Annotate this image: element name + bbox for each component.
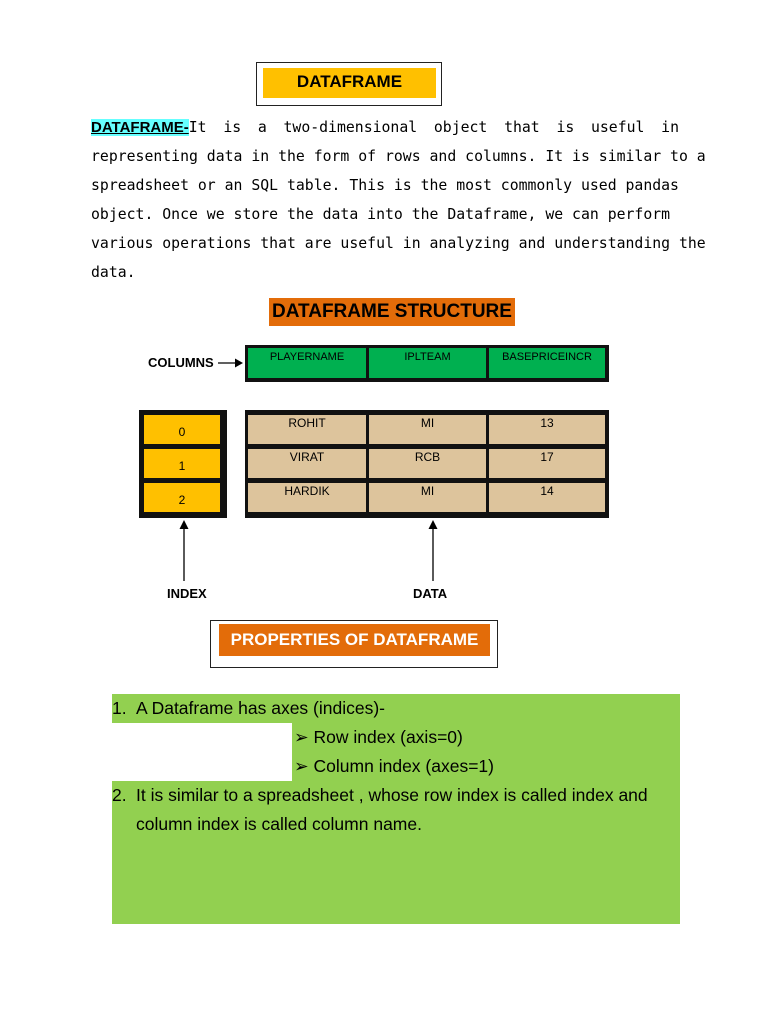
properties-heading: PROPERTIES OF DATAFRAME (219, 624, 490, 656)
data-cell: ROHIT (248, 415, 366, 444)
index-cell: 2 (144, 483, 220, 512)
arrow-bullet-icon: ➢ (294, 727, 309, 747)
properties-list (112, 694, 682, 839)
index-cell: 1 (144, 449, 220, 478)
sub-list-item (112, 752, 682, 781)
data-cell: 13 (489, 415, 605, 444)
sub-list-item-text: Row index (axis=0) (313, 727, 463, 747)
data-cell: MI (369, 415, 486, 444)
intro-term: DATAFRAME- (91, 119, 189, 136)
list-item-continuation: column index is called column name. (136, 814, 422, 834)
arrow-bullet-icon: ➢ (294, 756, 309, 776)
intro-line-1 (91, 113, 679, 142)
index-column (139, 410, 227, 518)
intro-paragraph (91, 113, 706, 287)
intro-line-6: data. (91, 264, 136, 281)
sub-list-item (112, 723, 682, 752)
list-number: 2. (112, 785, 127, 805)
up-arrow-icon (177, 519, 191, 581)
list-item (112, 781, 682, 810)
page-title: DATAFRAME (296, 72, 403, 91)
data-cell: 17 (489, 449, 605, 478)
intro-line-4: object. Once we store the data into the Dataframe, we can perform (91, 206, 671, 223)
data-cell: HARDIK (248, 483, 366, 512)
intro-line-5: various operations that are useful in analyzing and understanding the (91, 235, 706, 252)
list-item-text: A Dataframe has axes (indices)- (136, 698, 385, 718)
columns-label: COLUMNS (148, 355, 214, 370)
data-cell: RCB (369, 449, 486, 478)
data-grid (245, 410, 609, 518)
structure-heading: DATAFRAME STRUCTURE (269, 298, 515, 326)
sub-list-item-text: Column index (axes=1) (313, 756, 494, 776)
index-cell: 0 (144, 415, 220, 444)
list-item-text: It is similar to a spreadsheet , whose row index is called index and (136, 785, 648, 805)
intro-text-1: It is a two-dimensional object that is useful in (188, 119, 679, 136)
data-cell: 14 (489, 483, 605, 512)
column-header: PLAYERNAME (248, 348, 366, 378)
column-header: BASEPRICEINCR (489, 348, 605, 378)
list-item (112, 694, 682, 723)
data-label: DATA (413, 586, 448, 601)
column-header: IPLTEAM (369, 348, 486, 378)
up-arrow-icon (426, 519, 440, 581)
column-headers (245, 345, 609, 382)
data-cell: MI (369, 483, 486, 512)
intro-line-3: spreadsheet or an SQL table. This is the most commonly used pandas (91, 177, 679, 194)
data-cell: VIRAT (248, 449, 366, 478)
right-arrow-icon (218, 356, 244, 370)
intro-line-2: representing data in the form of rows and columns. It is similar to a (91, 148, 706, 165)
list-number: 1. (112, 698, 127, 718)
index-label: INDEX (167, 586, 207, 601)
